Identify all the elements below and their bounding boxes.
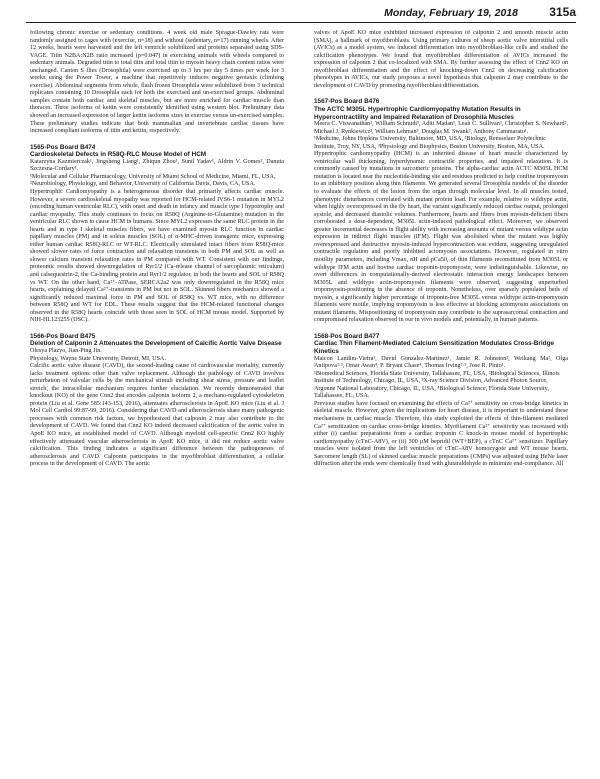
abstract-authors: Katarzyna Kazmierczak¹, Jingsheng Liang¹, Zhiqun Zhou¹, Sunil Yadav¹, Aldrin V. Gomes², Danuta Szczesna-Cordary¹. xyxy=(30,158,284,173)
abstract-body: Calcific aortic valve disease (CAVD), the second-leading cause of cardiovascular mortality, currently lacks treatment options other than valve replacement. Although the pathology of CAVD involves perturbation of valvular cells by the mechanical stimuli including shear stress, pressure and leaflet stretch, the intracellular mechanism requires further elucidation. We recently demonstrated that knockout (KO) of the gene Cnn2 that encodes calponin isoform 2, a mechano-regulated cytoskeleton protein (Liu et al. Gene 585:143-153, 2016), attenuates atherosclerosis in ApoE KO mice (Liu et al. J Mol Cell Cardiol 99:87-99, 2016). Considering that CAVD and atherosclerosis share many pathogenic processes with common risk factors, we hypothesized that calponin 2 may also contribute to the development of CAVD. We found that Cnn2 KO indeed decreased calcification of the aortic valve in ApoE KO mice, an established model of CAVD. Although myeloid cell-specific Cnn2 KO highly effectively attenuated vascular atherosclerosis in ApoE KO mice, it did not reduce aortic valve calcification. This finding indicates a significant difference between the pathogeneses of atherosclerosis and CAVD. Calponin participates in the myofibroblast differentiation, a cellular process in the development of CAVD. The aortic xyxy=(30,363,284,468)
left-column xyxy=(30,30,284,772)
abstract-affiliation: Physiology, Wayne State University, Detroit, MI, USA. xyxy=(30,355,166,362)
abstract-1567 xyxy=(314,98,568,325)
abstract-body: Previous studies have focused on examining the effects of Ca²⁺ sensitivity on cross-bridge kinetics in skeletal muscle. However, given the implications for heart disease, it is important to understand these mechanisms in cardiac muscle. Therefore, this study exploited the effects of thin-filament mediated Ca²⁺ sensitization on cardiac cross-bridge kinetics. Myofilament Ca²⁺ sensitivity was increased with either (i) cardiac preparations from a cardiac troponin C knock-in mouse model of hypertrophic cardiomyopathy (cTnC-A8V), or (ii) 300 μM bepridil (WT+BEP), a cTnC Ca²⁺ sensitizer. Papillary muscles were isolated from the left ventricles of cTnC-A8V homozygote and WT mouse hearts. Sarcomere length (SL) of skinned cardiac muscle preparations (CMPs) was adjusted using HeNe laser diffraction after the ends were chemically fixed with glutaraldehyde to minimize end-compliance. All xyxy=(314,400,568,468)
abstract-body: Hypertrophic cardiomyopathy (HCM) is an inherited disease of heart muscle characterized by ventricular wall thickening, hyperdynamic contractile properties, and impaired relaxation. It is commonly caused by mutations in sarcomeric proteins. The alpha-cardiac actin ACTC M305L HCM mutation is located near the nucleotide-binding site and residues predicted to help confine tropomyosin to an inhibitory position along thin filaments. We generated several Drosophila models of the disorder to evaluate the effects of the lesion from the organ through molecular level. In all muscles tested, phenotypic disturbances correlated with mutant protein load. For example, relative to wildtype actin, when highly overexpressed in the fly heart, the variant significantly reduced cardiac output, prolonged systole, and decreased diastolic volumes. Furthermore, hearts and fibers from myosin-deficient fibers corroborated a dose-dependent, M305L actin-induced pathological effect. Moreover, we observed greater incremental decreases in flight ability with increasing amounts of mutant versus wildtype actin expression in indirect flight muscles (IFM). Flight was abolished when the mutant was highly overexpressed and destructive myosin-induced hypercontraction was evident, suggesting unregulated contractile regulation and poorly inhibited actomyosin associations. However, regulated in vitro motility parameters, including Vmax, nH and pCa50, of thin filaments reconstituted from M305L or wildtype IFM actin and bovine cardiac troponin-tropomyosin, were indistinguishable. Likewise, no overt differences in computationally-derived electrostatic interaction energy landscapes between M305L and wildtype actin-tropomyosin filaments were observed, suggesting unperturbed tropomyosin-positioning in the absence of troponin. Nonetheless, over sparsely populated beds of myosin, a significantly higher percentage of troponin-free M305L versus wildtype actin-tropomyosin filaments were motile, implying tropomyosin is less effective at blocking actomyosin associations on mutant filaments. Mispositioning of tropomyosin may contribute to the suprasarcomal contraction and compromised relaxation observed in our in vivo models and, potentially, in human patients. xyxy=(314,151,568,324)
header-rule xyxy=(26,22,576,23)
abstract-affiliation: ¹Medicine, Johns Hopkins University, Baltimore, MD, USA, ²Biology, Rensselaer Polytechnic Institute, Troy, NY, USA, ³Physiology and Biophysics, Boston University, Boston, MA, USA. xyxy=(314,136,546,150)
abstract-number: 1567-Pos Board B476 xyxy=(314,98,380,106)
header-date: Monday, February 19, 2018 xyxy=(384,7,518,19)
abstract-affiliation: ¹Biomedical Sciences, Florida State University, Tallahassee, FL, USA, ²Biological Sciences, Illinois Institute of Technology, Chicago, IL, USA, ³X-ray Science Division, Advanced Photon Source, Argonne National Laboratory, Chicago, IL, USA, ⁴Biological Science, Florida State University, Tallahassee, FL, USA. xyxy=(314,370,560,400)
abstract-1566 xyxy=(30,333,284,469)
abstract-authors: Maicon Landim-Vieira¹, David Gonzalez-Martinez¹, Jamie R. Johnston¹, Weikang Ma², Olga Antipova²·³, Omar Awan⁴, P. Bryant Chase⁴, Thomas Irving²·³, Jose R. Pinto¹. xyxy=(314,355,568,370)
abstract-1568 xyxy=(314,333,568,469)
abstract-title: Deletion of Calponin 2 Attenuates the Development of Calcific Aortic Valve Disease xyxy=(30,340,282,348)
abstract-title: Cardiac Thin Filament-Mediated Calcium Sensitization Modulates Cross-Bridge Kinetics xyxy=(314,340,555,356)
abstract-affiliation: ¹Molecular and Cellular Pharmacology, University of Miami School of Medicine, Miami, FL, USA, ²Neurobiology, Physiology, and Behavior, University of California Davis, Davis, CA, USA. xyxy=(30,173,276,188)
abstract-authors: Meera C. Viswanathan¹, William Schmidt¹, Aditi Madan¹, Leah C. Sullivan², Christopher S. Newhard², Michael J. Rynkiewicz³, William Lehman³, Douglas M. Swank², Anthony Cammarato¹. xyxy=(314,121,568,135)
abstract-body: Hypertrophic Cardiomyopathy is a heterogeneous disorder that primarily affects cardiac muscle. However, a severe cardioskeletal myopathy was reported for HCM-related IVS6-1 mutation in MYL2 (encoding human ventricular RLC), with onset and death in infancy and muscle type I hypotrophy and cardiac myopathy. This study continues to focus on R58Q (Arginine-to-Glutamine) mutation in the ventricular RLC shown to cause HCM in humans. Since MYL2 expresses the same RLC protein in the hearts and in type I skeletal muscles fibers, we have examined myosin RLC function in cardiac papillary muscles (PM) and in soleus muscles (SOL) of α-MHC-driven transgenic mice, expressing either human cardiac R58Q-RLC or WT-RLC. Electrically stimulated intact fibers from R58Q-mice showed slower rates of force contraction and relaxation transients in both PM and SOL as well as slower calcium transient relaxation rates in PM compared with WT. Consistent with our findings, proteomic results showed downregulation of Ryr1/2 (Ca-release channel of sarcoplasmic reticulum) and calsequestrin-2, the Ca-binding protein and Ryr1/2 regulator, in both the hearts and SOL of R58Q vs WT. On the other hand, Ca²⁺-ATPase, SERCA2a2 was only downregulated in the R58Q mice hearts, explaining delayed Ca²⁺-transients in PM but not in SOL. Skinned fibers mechanics showed a significantly reduced maximal force in PM and SOL of R58Q vs. WT mice, with no difference between R58Q and WT for EDL. These results suggest that the HCM-related functional changes observed in the R58Q hearts coincide with those seen in SOL of HCM mouse model. Supported by NIH-HL123255 (DSC). xyxy=(30,188,284,324)
page-number: 315a xyxy=(549,5,576,19)
abstract-authors: Olesya Plazyo, Jian-Ping Jin. xyxy=(30,347,102,354)
abstract-title: The ACTC M305L Hypertrophic Cardiomyopathy Mutation Results in Hypercontractility and Impaired Relaxation of Drosophila Muscles xyxy=(314,105,521,121)
continued-abstract-text: following chronic exercise or sedentary conditions. 4 week old male Sprague-Dawley rats were randomly assigned to cages with (exercise, n=18) and without (sedentary, n=17) running wheels. After 12 weeks, hearts were harvested and the left ventricle solubilized and proteins separated using SDS-VAGE. Titin N2BA:N2B ratio increased (p=0.047) in exercising animals with wheels compared to sedentary animals. Degraded titin to total titin and total titin to myosin heavy chain content ratios were unchanged. Canton S flies (Drosophila) were exercised up to 3 hrs per day 5 times per week for 3 weeks using the Power Tower, a machine that repetitively induces negative geotaxis (climbing exercise). Abdominal segments from whole, flash frozen Drosophila were solubilized from 3 technical replicates containing 10 Drosophila each for both the exercised and un-exercised groups. Abdominal samples contain both cardiac and skeletal muscles, but are more enriched for cardiac muscle than thoraces. Three isoforms of kettin were consistently identified using western blot. Preliminary data showed an increased expression of larger kettin isoforms sizes in exercise versus un-exercised samples. These preliminary studies indicate that both mammalian and invertebrate cardiac tissues have increased compliant isoforms of titin and kettin, respectively. xyxy=(30,30,284,135)
abstract-number: 1565-Pos Board B474 xyxy=(30,143,96,151)
abstract-number: 1566-Pos Board B475 xyxy=(30,332,96,340)
running-header xyxy=(26,4,576,24)
continued-abstract-text: valves of ApoE KO mice exhibited increased expression of calponin 2 and smooth muscle actin (SMA), a hallmark of myofibroblasts. Using primary cultures of sheep aortic valve interstitial cells (AVICs) as a model system, we induced differentiation into myofibroblast-like cells and studied the calcification phenotypes. We found that myofibroblast differentiation of AVICs increased the expression of calponin 2 that co-localized with SMA. By further assessing the effect of Cnn2 KO on myofibroblast differentiation and the effect of knocking-down Cnn2 on decreasing calcification phenotypes in AVICs, our study proposes a novel hypothesis that calponin 2 may contribute to the development of CAVD by promoting myofibroblast differentiation. xyxy=(314,30,568,89)
abstract-title: Cardioskeletal Defects in R58Q-RLC Mouse Model of HCM xyxy=(30,151,207,159)
abstract-1565 xyxy=(30,144,284,325)
right-column xyxy=(314,30,568,772)
abstract-number: 1568-Pos Board B477 xyxy=(314,332,380,340)
